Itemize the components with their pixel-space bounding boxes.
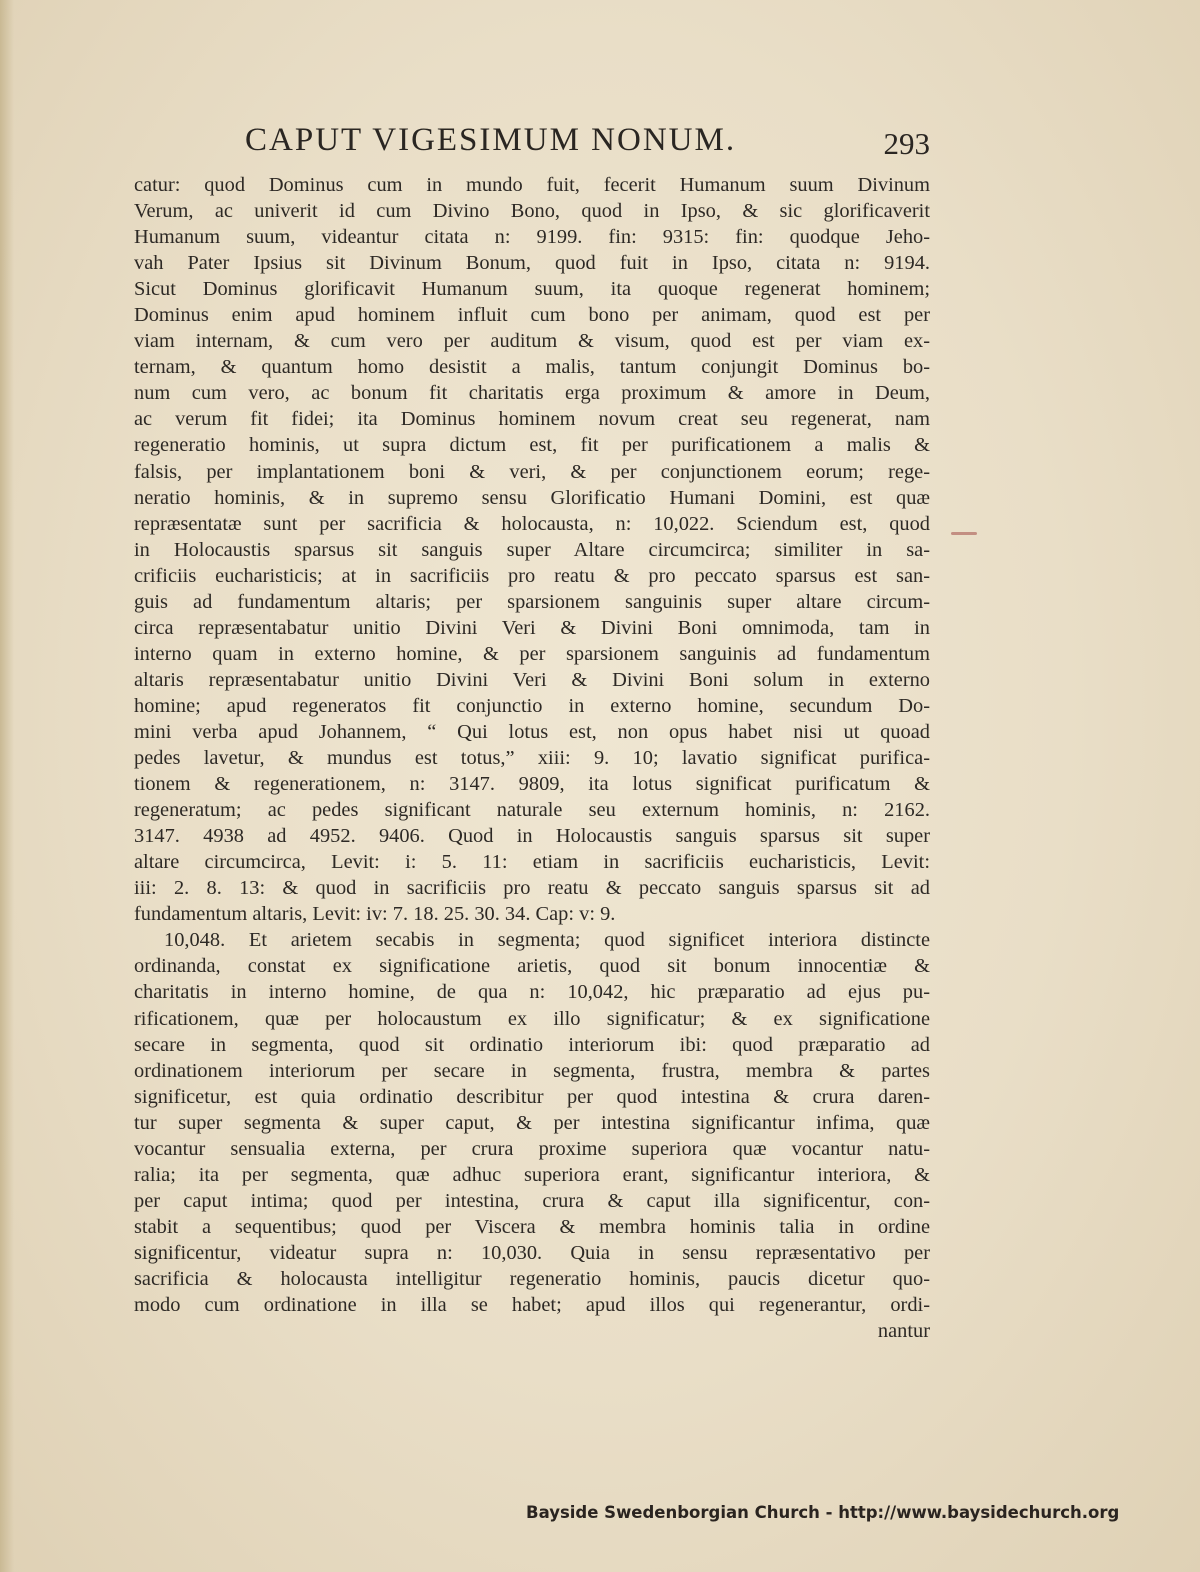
text-line: neratio hominis, & in supremo sensu Glorificatio Humani Domini, est quæ <box>134 486 930 509</box>
text-line: ordinanda, constat ex significatione arietis, quod sit bonum innocentiæ & <box>134 955 930 978</box>
text-line: iii: 2. 8. 13: & quod in sacrificiis pro reatu & peccato sanguis sparsus sit ad <box>134 877 930 900</box>
text-line: Dominus enim apud hominem influit cum bono per animam, quod est per <box>134 304 930 327</box>
text-line: ordinationem interiorum per secare in segmenta, frustra, membra & partes <box>134 1059 930 1082</box>
running-head: CAPUT VIGESIMUM NONUM. <box>245 122 737 158</box>
text-line: altaris repræsentabatur unitio Divini Veri & Divini Boni solum in externo <box>134 668 930 691</box>
text-line: secare in segmenta, quod sit ordinatio interiorum ibi: quod præparatio ad <box>134 1033 930 1056</box>
text-line: altare circumcirca, Levit: i: 5. 11: etiam in sacrificiis eucharisticis, Levit: <box>134 851 930 874</box>
text-line: tionem & regenerationem, n: 3147. 9809, ita lotus significat purificatum & <box>134 773 930 796</box>
page-edge-shadow <box>0 0 14 1572</box>
text-line: Sicut Dominus glorificavit Humanum suum, ita quoque regenerat hominem; <box>134 278 930 301</box>
text-line: pedes lavetur, & mundus est totus,” xiii: 9. 10; lavatio significat purifica- <box>134 747 930 770</box>
text-line: ac verum fit fidei; ita Dominus hominem novum creat seu regenerat, nam <box>134 408 930 431</box>
text-line: vocantur sensualia externa, per crura proxime superiora quæ vocantur natu- <box>134 1137 930 1160</box>
text-line: homine; apud regeneratos fit conjunctio in externo homine, secundum Do- <box>134 694 930 717</box>
text-line: falsis, per implantationem boni & veri, & per conjunctionem eorum; rege- <box>134 460 930 483</box>
footer-watermark: Bayside Swedenborgian Church - http://www.baysidechurch.org <box>526 1503 1120 1522</box>
text-line: crificiis eucharisticis; at in sacrificiis pro reatu & pro peccato sparsus est san- <box>134 564 930 587</box>
text-line: significetur, est quia ordinatio describitur per quod intestina & crura daren- <box>134 1085 930 1108</box>
text-line: charitatis in interno homine, de qua n: 10,042, hic præparatio ad ejus pu- <box>134 981 930 1004</box>
body-text <box>134 172 930 1344</box>
text-line: Verum, ac univerit id cum Divino Bono, quod in Ipso, & sic glorificaverit <box>134 200 930 223</box>
text-line: per caput intima; quod per intestina, crura & caput illa significentur, con- <box>134 1189 930 1212</box>
text-line: in Holocaustis sparsus sit sanguis super Altare circumcirca; similiter in sa- <box>134 538 930 561</box>
text-line: regeneratio hominis, ut supra dictum est, fit per purificationem a malis & <box>134 434 930 457</box>
text-line: viam internam, & cum vero per auditum & visum, quod est per viam ex- <box>134 330 930 353</box>
catchword: nantur <box>877 1320 930 1343</box>
text-line: interno quam in externo homine, & per sparsionem sanguinis ad fundamentum <box>134 642 930 665</box>
text-line: catur: quod Dominus cum in mundo fuit, fecerit Humanum suum Divinum <box>134 174 930 196</box>
pencil-margin-mark <box>951 532 977 535</box>
paragraph-start-line: 10,048. Et arietem secabis in segmenta; quod significet interiora distincte <box>164 929 930 952</box>
text-line: ralia; ita per segmenta, quæ adhuc superiora erant, significantur interiora, & <box>134 1163 930 1186</box>
text-line: sacrificia & holocausta intelligitur regeneratio hominis, paucis dicetur quo- <box>134 1267 930 1290</box>
text-line: regeneratum; ac pedes significant naturale seu externum hominis, n: 2162. <box>134 799 930 822</box>
text-line: ternam, & quantum homo desistit a malis, tantum conjungit Dominus bo- <box>134 356 930 379</box>
text-line: guis ad fundamentum altaris; per sparsionem sanguinis super altare circum- <box>134 590 930 613</box>
text-line: repræsentatæ sunt per sacrificia & holocausta, n: 10,022. Sciendum est, quod <box>134 512 930 535</box>
text-line: vah Pater Ipsius sit Divinum Bonum, quod fuit in Ipso, citata n: 9194. <box>134 252 930 275</box>
text-line: mini verba apud Johannem, “ Qui lotus est, non opus habet nisi ut quoad <box>134 720 930 743</box>
text-line: modo cum ordinatione in illa se habet; apud illos qui regenerantur, ordi- <box>134 1294 930 1317</box>
text-line: stabit a sequentibus; quod per Viscera & membra hominis talia in ordine <box>134 1215 930 1238</box>
text-line: num cum vero, ac bonum fit charitatis erga proximum & amore in Deum, <box>134 382 930 405</box>
text-line: fundamentum altaris, Levit: iv: 7. 18. 25. 30. 34. Cap: v: 9. <box>134 903 616 926</box>
text-line: 3147. 4938 ad 4952. 9406. Quod in Holocaustis sanguis sparsus sit super <box>134 825 930 848</box>
page-header <box>140 122 930 168</box>
page-number: 293 <box>883 126 930 161</box>
text-line: significentur, videatur supra n: 10,030. Quia in sensu repræsentativo per <box>134 1241 930 1264</box>
text-line: tur super segmenta & super caput, & per intestina significantur infima, quæ <box>134 1111 930 1134</box>
text-line: circa repræsentabatur unitio Divini Veri & Divini Boni omnimoda, tam in <box>134 616 930 639</box>
text-line: rificationem, quæ per holocaustum ex illo significatur; & ex significatione <box>134 1007 930 1030</box>
text-line: Humanum suum, videantur citata n: 9199. fin: 9315: fin: quodque Jeho- <box>134 226 930 249</box>
